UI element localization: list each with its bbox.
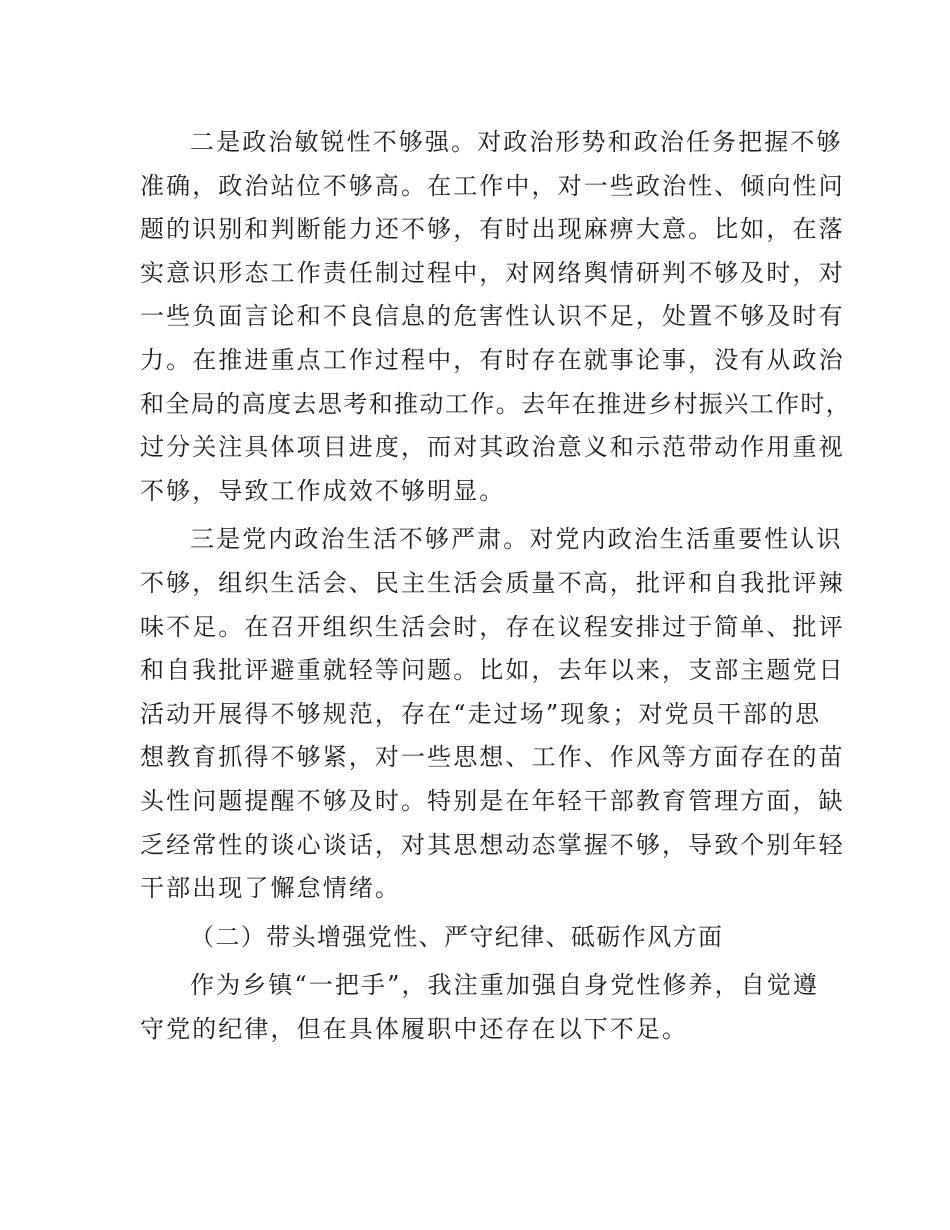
paragraph-line: 乏经常性的谈心谈话，对其思想动态掌握不够，导致个别年轻	[140, 830, 845, 859]
paragraph-line: 干部出现了懈怠情绪。	[140, 874, 401, 903]
paragraph-line: 实意识形态工作责任制过程中，对网络舆情研判不够及时，对	[140, 258, 845, 287]
paragraph-line: 守党的纪律，但在具体履职中还存在以下不足。	[140, 1014, 689, 1043]
paragraph-line: 力。在推进重点工作过程中，有时存在就事论事，没有从政治	[140, 345, 845, 374]
section-heading-text: （二）带头增强党性、严守纪律、砥砺作风方面	[190, 922, 724, 951]
paragraph-political-sensitivity	[140, 121, 852, 513]
paragraph-line: 味不足。在召开组织生活会时，存在议程安排过于简单、批评	[140, 612, 845, 641]
paragraph-line: 和自我批评避重就轻等问题。比如，去年以来，支部主题党日	[140, 656, 845, 685]
paragraph-line: 题的识别和判断能力还不够，有时出现麻痹大意。比如，在落	[140, 215, 845, 244]
paragraph-line: 一些负面言论和不良信息的危害性认识不足，处置不够及时有	[140, 302, 845, 331]
paragraph-line: 作为乡镇“一把手”，我注重加强自身党性修养，自觉遵	[190, 971, 820, 1000]
paragraph-line: 准确，政治站位不够高。在工作中，对一些政治性、倾向性问	[140, 171, 845, 200]
paragraph-line: 不够，导致工作成效不够明显。	[140, 476, 506, 505]
paragraph-line: 三是党内政治生活不够严肃。对党内政治生活重要性认识	[190, 525, 843, 554]
section-heading	[140, 916, 820, 960]
paragraph-line: 过分关注具体项目进度，而对其政治意义和示范带动作用重视	[140, 433, 845, 462]
paragraph-line: 头性问题提醒不够及时。特别是在年轻干部教育管理方面，缺	[140, 786, 845, 815]
paragraph-line: 二是政治敏锐性不够强。对政治形势和政治任务把握不够	[190, 128, 843, 156]
paragraph-closing	[140, 964, 820, 1051]
paragraph-line: 想教育抓得不够紧，对一些思想、工作、作风等方面存在的苗	[140, 743, 845, 772]
document-page	[140, 121, 852, 1056]
paragraph-line: 活动开展得不够规范，存在“走过场”现象；对党员干部的思	[140, 699, 822, 728]
paragraph-line: 不够，组织生活会、民主生活会质量不高，批评和自我批评辣	[140, 568, 845, 597]
paragraph-party-life	[140, 518, 845, 910]
paragraph-line: 和全局的高度去思考和推动工作。去年在推进乡村振兴工作时，	[140, 389, 852, 418]
